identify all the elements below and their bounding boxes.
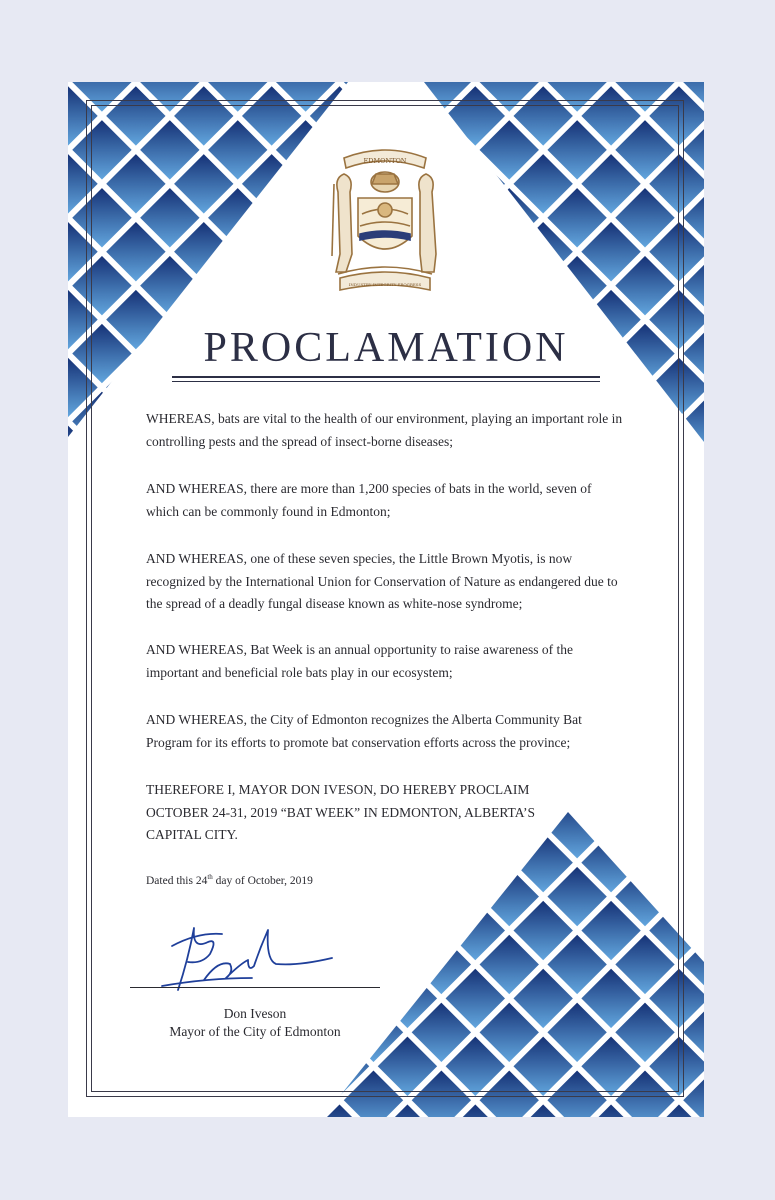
dated-prefix: Dated this 24 — [146, 874, 208, 887]
dated-line — [146, 873, 313, 887]
title-underline — [172, 376, 600, 378]
dated-ordinal: th — [207, 873, 213, 881]
whereas-paragraph-5: AND WHEREAS, the City of Edmonton recognizes the Alberta Community Bat Program for its efforts to promote bat conservation efforts across the province; — [146, 712, 582, 750]
proclamation-sheet — [68, 82, 704, 1117]
top-right-pattern — [424, 82, 704, 442]
signer-title: Mayor of the City of Edmonton — [169, 1024, 341, 1039]
crest-motto-text: INDUSTRY INTEGRITY PROGRESS — [348, 282, 422, 287]
whereas-paragraph-2: AND WHEREAS, there are more than 1,200 species of bats in the world, seven of which can be commonly found in Edmonton; — [146, 481, 592, 519]
dated-rest: day of October, 2019 — [212, 874, 313, 887]
proclamation-title: PROCLAMATION — [203, 325, 569, 371]
top-left-pattern — [68, 82, 348, 437]
crest-banner-text: EDMONTON — [363, 157, 407, 165]
title-underline-thin — [172, 381, 600, 382]
signer-name: Don Iveson — [223, 1006, 287, 1021]
whereas-paragraph-1: WHEREAS, bats are vital to the health of our environment, playing an important role in controlling pests and the spread of insect-borne diseases; — [146, 411, 623, 449]
whereas-paragraph-4: AND WHEREAS, Bat Week is an annual opportunity to raise awareness of the important and beneficial role bats play in our ecosystem; — [146, 642, 573, 680]
therefore-paragraph: THEREFORE I, MAYOR DON IVESON, DO HEREBY PROCLAIM OCTOBER 24-31, 2019 “BAT WEEK” IN EDMONTON, ALBERTA’S CAPITAL CITY. — [146, 782, 535, 843]
whereas-paragraph-3: AND WHEREAS, one of these seven species, the Little Brown Myotis, is now recognized by the International Union for Conservation of Nature as endangered due to the spread of a deadly fungal disease known as white-nose syndrome; — [146, 551, 618, 612]
edmonton-coat-of-arms — [324, 144, 446, 296]
bottom-right-pattern — [323, 812, 704, 1117]
signature-line — [130, 987, 380, 988]
